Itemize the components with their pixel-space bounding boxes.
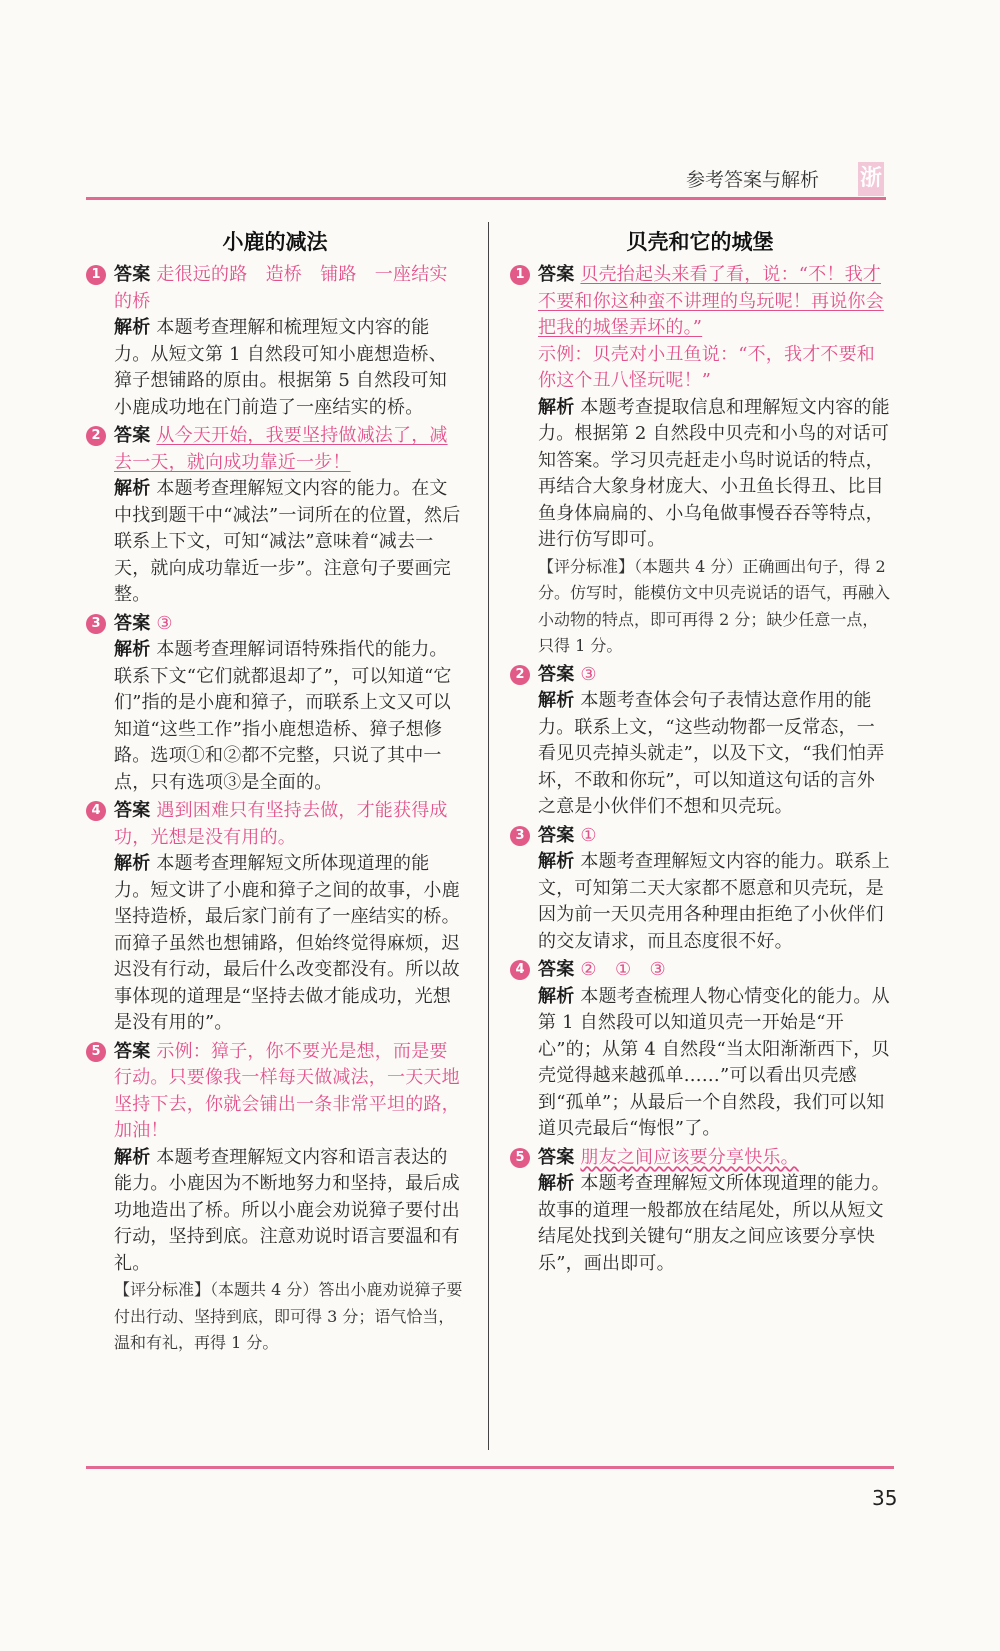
right-column bbox=[510, 222, 890, 1279]
story-title: 贝壳和它的城堡 bbox=[626, 230, 774, 254]
bottom-rule bbox=[86, 1466, 894, 1469]
question-number-badge: 3 bbox=[510, 826, 530, 846]
scoring-criteria: 【评分标准】（本题共 4 分）正确画出句子，得 2 分。仿写时，能模仿文中贝壳说话的语气，再融入小动物的特点，即可再得 2 分；缺少任意一点，只得 1 分。 bbox=[538, 556, 891, 655]
question-item bbox=[86, 1039, 464, 1357]
analysis-text: 本题考查理解短文内容的能力。联系上文，可知第二天大家都不愿意和贝壳玩，是因为前一天贝壳用各种理由拒绝了小伙伴们的交友请求，而且态度很不好。 bbox=[538, 851, 890, 952]
analysis-label: 解析 bbox=[114, 478, 151, 499]
column-divider bbox=[488, 222, 489, 1450]
question-item bbox=[510, 1145, 890, 1278]
analysis-label: 解析 bbox=[538, 1173, 575, 1194]
analysis-label: 解析 bbox=[538, 985, 575, 1007]
question-number-badge: 3 bbox=[86, 614, 106, 634]
question-number-badge: 1 bbox=[86, 265, 106, 285]
analysis-label: 解析 bbox=[538, 396, 575, 418]
answer-text: 遇到困难只有坚持去做，才能获得成功，光想是没有用的。 bbox=[114, 800, 448, 848]
question-number-badge: 2 bbox=[510, 665, 530, 685]
question-number-badge: 5 bbox=[86, 1042, 106, 1062]
analysis-text: 本题考查体会句子表情达意作用的能力。联系上文，“这些动物都一反常态，一看见贝壳掉头就走”，以及下文，“我们怕弄坏，不敢和你玩”，可以知道这句话的言外之意是小伙伴们不想和贝壳玩。 bbox=[538, 690, 885, 817]
analysis-text: 本题考查提取信息和理解短文内容的能力。根据第 2 自然段中贝壳和小鸟的对话可知答案。学习贝壳赶走小鸟时说话的特点，再结合大象身材庞大、小丑鱼长得丑、比目鱼身体扁扁的、小乌龟做事慢吞吞等特点，进行仿写即可。 bbox=[538, 396, 890, 550]
question-item bbox=[86, 423, 464, 609]
answer-text: 示例：獐子，你不要光是想，而是要行动。只要像我一样每天做减法，一天天地坚持下去，你就会铺出一条非常平坦的路，加油！ bbox=[114, 1040, 460, 1141]
question-item bbox=[86, 798, 464, 1037]
answer-text: 贝壳抬起头来看了看，说：“不！我才不要和你这种蛮不讲理的鸟玩呢！再说你会把我的城堡弄坏的。” bbox=[538, 264, 884, 338]
analysis-label: 解析 bbox=[114, 639, 151, 660]
scoring-criteria: 【评分标准】（本题共 4 分）答出小鹿劝说獐子要付出行动、坚持到底，即可得 3 分；语气恰当，温和有礼，再得 1 分。 bbox=[114, 1280, 463, 1352]
answer-text: ① bbox=[580, 824, 597, 846]
answer-text: 走很远的路 造桥 铺路 一座结实的桥 bbox=[114, 264, 448, 312]
sample-answer-text: 示例：贝壳对小丑鱼说：“不，我才不要和你这个丑八怪玩呢！” bbox=[538, 343, 876, 391]
analysis-text: 本题考查理解和梳理短文内容的能力。从短文第 1 自然段可知小鹿想造桥、獐子想铺路的原由。根据第 5 自然段可知小鹿成功地在门前造了一座结实的桥。 bbox=[114, 317, 447, 418]
analysis-text: 本题考查理解短文内容和语言表达的能力。小鹿因为不断地努力和坚持，最后成功地造出了桥。所以小鹿会劝说獐子要付出行动，坚持到底。注意劝说时语言要温和有礼。 bbox=[114, 1146, 460, 1274]
question-item bbox=[510, 823, 890, 956]
analysis-text: 本题考查理解词语特殊指代的能力。联系下文“它们就都退却了”，可以知道“它们”指的是小鹿和獐子，而联系上文又可以知道“这些工作”指小鹿想造桥、獐子想修路。选项①和②都不完整，只说了其中一点，只有选项③是全面的。 bbox=[114, 639, 452, 793]
left-column bbox=[86, 222, 464, 1359]
analysis-label: 解析 bbox=[114, 1146, 151, 1168]
answer-label: 答案 bbox=[114, 264, 151, 285]
answer-label: 答案 bbox=[114, 425, 151, 446]
question-number-badge: 5 bbox=[510, 1148, 530, 1168]
header-label: 参考答案与解析 bbox=[686, 169, 820, 191]
question-item bbox=[510, 262, 890, 660]
answer-text: 朋友之间应该要分享快乐。 bbox=[580, 1146, 799, 1168]
analysis-text: 本题考查理解短文内容的能力。在文中找到题干中“减法”一词所在的位置，然后联系上下文，可知“减法”意味着“减去一天，就向成功靠近一步”。注意句子要画完整。 bbox=[114, 478, 461, 605]
answer-text: 从今天开始，我要坚持做减法了，减去一天，就向成功靠近一步！ bbox=[114, 425, 448, 473]
analysis-text: 本题考查梳理人物心情变化的能力。从第 1 自然段可以知道贝壳一开始是“开心”的；从第 4 自然段“当太阳渐渐西下，贝壳觉得越来越孤单……”可以看出贝壳感到“孤单”；从最后一个自然段，我们可以知道贝壳最后“悔恨”了。 bbox=[538, 985, 890, 1139]
analysis-label: 解析 bbox=[538, 851, 575, 872]
analysis-text: 本题考查理解短文所体现道理的能力。故事的道理一般都放在结尾处，所以从短文结尾处找到关键句“朋友之间应该要分享快乐”，画出即可。 bbox=[538, 1173, 890, 1274]
question-number-badge: 1 bbox=[510, 265, 530, 285]
analysis-label: 解析 bbox=[538, 690, 575, 711]
answer-text: ② ① ③ bbox=[580, 959, 666, 980]
answer-label: 答案 bbox=[114, 612, 151, 634]
top-rule bbox=[86, 197, 886, 200]
answer-label: 答案 bbox=[538, 1146, 575, 1168]
answer-label: 答案 bbox=[114, 800, 151, 821]
answer-text: ③ bbox=[156, 612, 173, 634]
analysis-label: 解析 bbox=[114, 853, 151, 874]
answer-text: ③ bbox=[580, 663, 597, 685]
question-item bbox=[510, 957, 890, 1143]
page-number: 35 bbox=[872, 1486, 898, 1510]
question-item bbox=[510, 662, 890, 821]
answer-label: 答案 bbox=[538, 663, 575, 685]
story-title: 小鹿的减法 bbox=[222, 230, 328, 254]
answer-label: 答案 bbox=[538, 824, 575, 846]
question-number-badge: 4 bbox=[86, 801, 106, 821]
province-tag: 浙 bbox=[858, 162, 884, 196]
answer-label: 答案 bbox=[538, 264, 575, 285]
question-number-badge: 2 bbox=[86, 426, 106, 446]
analysis-text: 本题考查理解短文所体现道理的能力。短文讲了小鹿和獐子之间的故事，小鹿坚持造桥，最后家门前有了一座结实的桥。而獐子虽然也想铺路，但始终觉得麻烦，迟迟没有行动，最后什么改变都没有。所以故事体现的道理是“坚持去做才能成功，光想是没有用的”。 bbox=[114, 853, 460, 1033]
answer-label: 答案 bbox=[538, 959, 575, 980]
question-number-badge: 4 bbox=[510, 960, 530, 980]
analysis-label: 解析 bbox=[114, 317, 151, 338]
question-item bbox=[86, 611, 464, 797]
answer-label: 答案 bbox=[114, 1040, 151, 1062]
question-item bbox=[86, 262, 464, 421]
